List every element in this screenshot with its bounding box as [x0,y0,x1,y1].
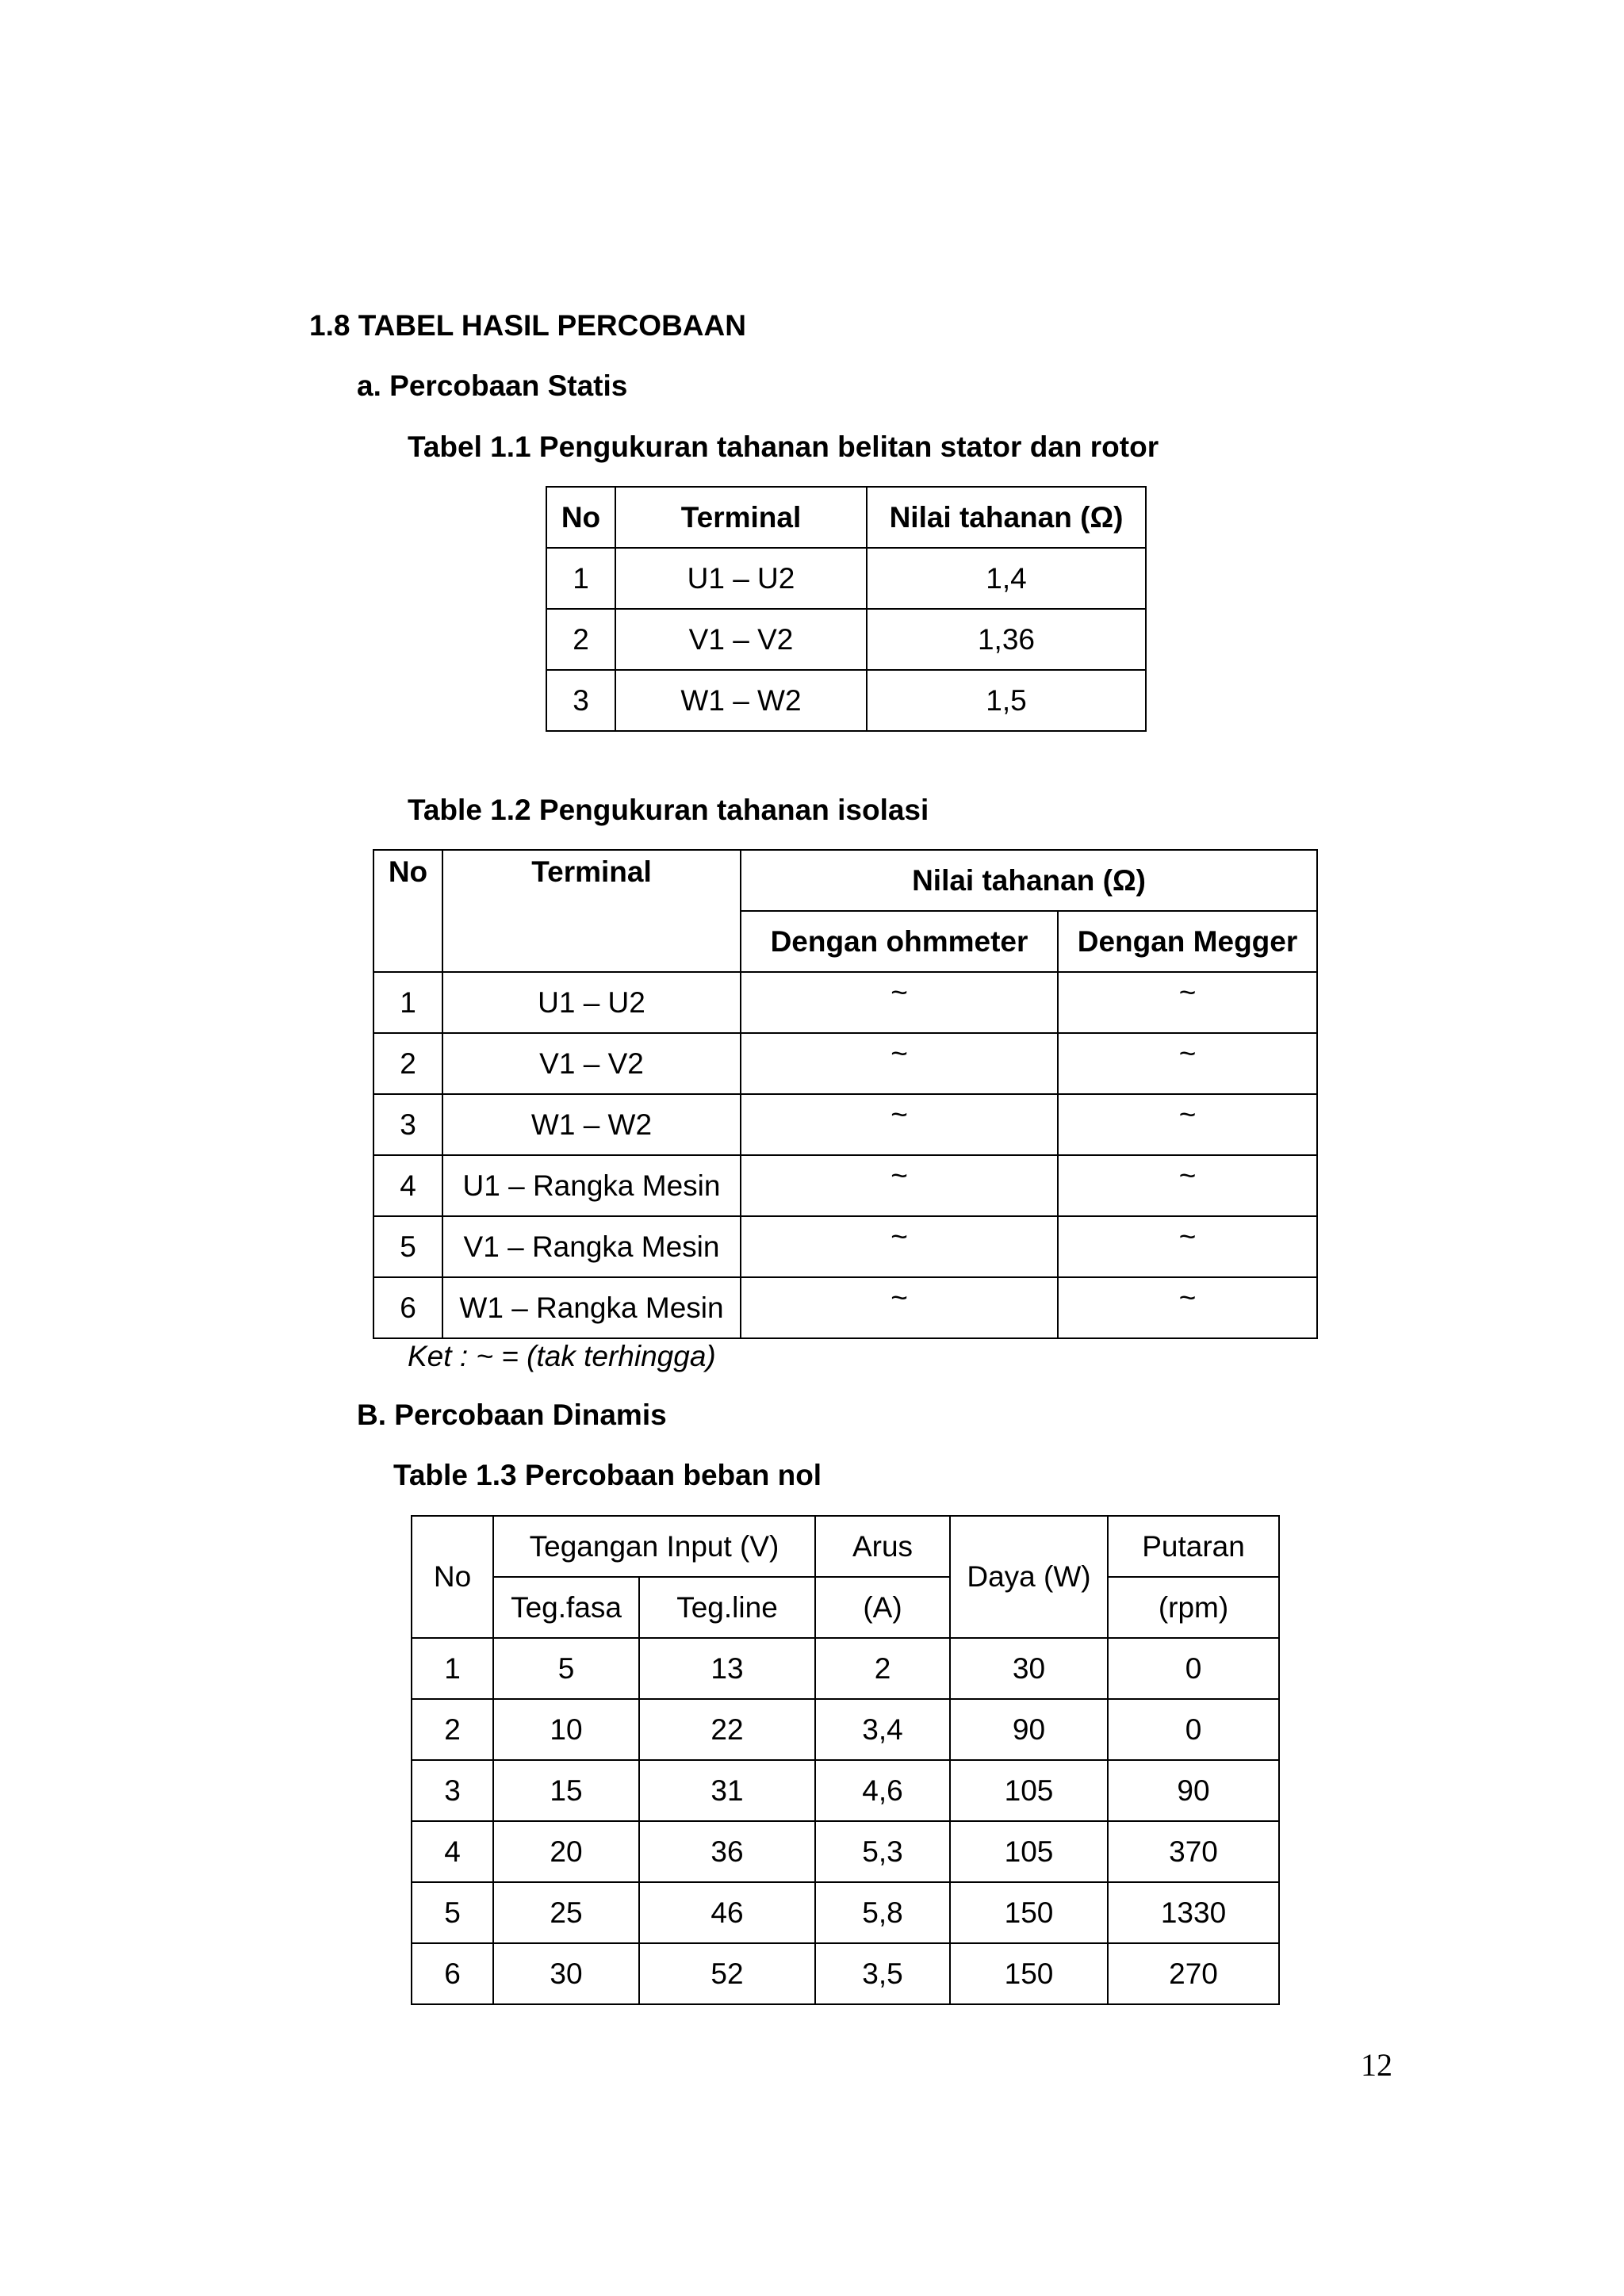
cell-no: 5 [412,1882,493,1943]
cell-power: 105 [950,1821,1108,1882]
cell-ohmmeter: ~ [741,1094,1058,1155]
cell-terminal: V1 – V2 [615,609,867,670]
cell-speed: 90 [1108,1760,1279,1821]
header-phase-voltage: Teg.fasa [493,1577,639,1638]
cell-line-voltage: 52 [639,1943,815,2004]
header-current: Arus [815,1516,950,1577]
header-terminal: Terminal [442,850,741,972]
cell-no: 3 [546,670,615,731]
table-header-row [546,487,1146,548]
cell-phase-voltage: 30 [493,1943,639,2004]
cell-current: 3,4 [815,1699,950,1760]
cell-ohmmeter: ~ [741,972,1058,1033]
header-no: No [412,1516,493,1638]
cell-phase-voltage: 10 [493,1699,639,1760]
cell-current: 2 [815,1638,950,1699]
cell-speed: 270 [1108,1943,1279,2004]
cell-line-voltage: 31 [639,1760,815,1821]
cell-line-voltage: 22 [639,1699,815,1760]
table-row [546,548,1146,609]
table-row [546,609,1146,670]
cell-resistance: 1,36 [867,609,1146,670]
table-no-load-test [411,1515,1280,2005]
cell-resistance: 1,5 [867,670,1146,731]
table-row [373,972,1317,1033]
cell-resistance: 1,4 [867,548,1146,609]
cell-power: 150 [950,1882,1108,1943]
cell-line-voltage: 46 [639,1882,815,1943]
cell-no: 2 [373,1033,442,1094]
cell-no: 3 [373,1094,442,1155]
cell-phase-voltage: 20 [493,1821,639,1882]
cell-terminal: W1 – W2 [615,670,867,731]
section-title: 1.8 TABEL HASIL PERCOBAAN [309,309,746,342]
cell-megger: ~ [1058,1155,1317,1216]
table-row [546,670,1146,731]
cell-terminal: U1 – U2 [615,548,867,609]
cell-terminal: W1 – Rangka Mesin [442,1277,741,1338]
header-terminal: Terminal [615,487,867,548]
cell-current: 5,8 [815,1882,950,1943]
table-row [373,1277,1317,1338]
cell-no: 2 [546,609,615,670]
cell-no: 4 [373,1155,442,1216]
header-ohmmeter: Dengan ohmmeter [741,911,1058,972]
cell-no: 6 [373,1277,442,1338]
cell-no: 5 [373,1216,442,1277]
table-winding-resistance [546,486,1147,732]
table3-caption: Table 1.3 Percobaan beban nol [393,1459,822,1491]
cell-speed: 0 [1108,1638,1279,1699]
cell-ohmmeter: ~ [741,1033,1058,1094]
table1-caption: Tabel 1.1 Pengukuran tahanan belitan stator dan rotor [408,430,1159,463]
header-resistance: Nilai tahanan (Ω) [867,487,1146,548]
cell-ohmmeter: ~ [741,1155,1058,1216]
cell-phase-voltage: 15 [493,1760,639,1821]
cell-power: 90 [950,1699,1108,1760]
cell-line-voltage: 13 [639,1638,815,1699]
cell-no: 3 [412,1760,493,1821]
cell-no: 1 [373,972,442,1033]
cell-current: 4,6 [815,1760,950,1821]
table-insulation-resistance [373,849,1318,1339]
subsection-a-title: a. Percobaan Statis [357,369,628,402]
table-row [412,1882,1279,1943]
table-row [412,1760,1279,1821]
cell-line-voltage: 36 [639,1821,815,1882]
cell-phase-voltage: 25 [493,1882,639,1943]
table-row [373,1216,1317,1277]
cell-terminal: U1 – Rangka Mesin [442,1155,741,1216]
cell-phase-voltage: 5 [493,1638,639,1699]
header-speed-unit: (rpm) [1108,1577,1279,1638]
cell-megger: ~ [1058,1094,1317,1155]
header-no: No [546,487,615,548]
table-header-row [412,1577,1279,1638]
cell-no: 1 [412,1638,493,1699]
cell-megger: ~ [1058,1277,1317,1338]
page-number: 12 [1361,2047,1392,2083]
cell-speed: 0 [1108,1699,1279,1760]
cell-speed: 1330 [1108,1882,1279,1943]
cell-no: 6 [412,1943,493,2004]
table-header-row [373,850,1317,911]
table-row [373,1094,1317,1155]
cell-no: 4 [412,1821,493,1882]
header-line-voltage: Teg.line [639,1577,815,1638]
cell-no: 1 [546,548,615,609]
table-row [412,1638,1279,1699]
cell-ohmmeter: ~ [741,1216,1058,1277]
cell-megger: ~ [1058,1033,1317,1094]
header-resistance: Nilai tahanan (Ω) [741,850,1317,911]
cell-power: 105 [950,1760,1108,1821]
header-no: No [373,850,442,972]
cell-current: 5,3 [815,1821,950,1882]
cell-terminal: W1 – W2 [442,1094,741,1155]
table-row [373,1155,1317,1216]
cell-ohmmeter: ~ [741,1277,1058,1338]
table2-note: Ket : ~ = (tak terhingga) [408,1340,716,1372]
header-current-unit: (A) [815,1577,950,1638]
cell-terminal: U1 – U2 [442,972,741,1033]
table-row [373,1033,1317,1094]
table-row [412,1821,1279,1882]
table2-caption: Table 1.2 Pengukuran tahanan isolasi [408,794,929,826]
cell-speed: 370 [1108,1821,1279,1882]
header-megger: Dengan Megger [1058,911,1317,972]
table-row [412,1943,1279,2004]
cell-power: 30 [950,1638,1108,1699]
cell-no: 2 [412,1699,493,1760]
header-speed: Putaran [1108,1516,1279,1577]
cell-current: 3,5 [815,1943,950,2004]
subsection-b-title: B. Percobaan Dinamis [357,1399,667,1431]
header-power: Daya (W) [950,1516,1108,1638]
table-row [412,1699,1279,1760]
cell-megger: ~ [1058,972,1317,1033]
cell-megger: ~ [1058,1216,1317,1277]
table-header-row [412,1516,1279,1577]
cell-power: 150 [950,1943,1108,2004]
cell-terminal: V1 – Rangka Mesin [442,1216,741,1277]
header-input-voltage: Tegangan Input (V) [493,1516,815,1577]
cell-terminal: V1 – V2 [442,1033,741,1094]
